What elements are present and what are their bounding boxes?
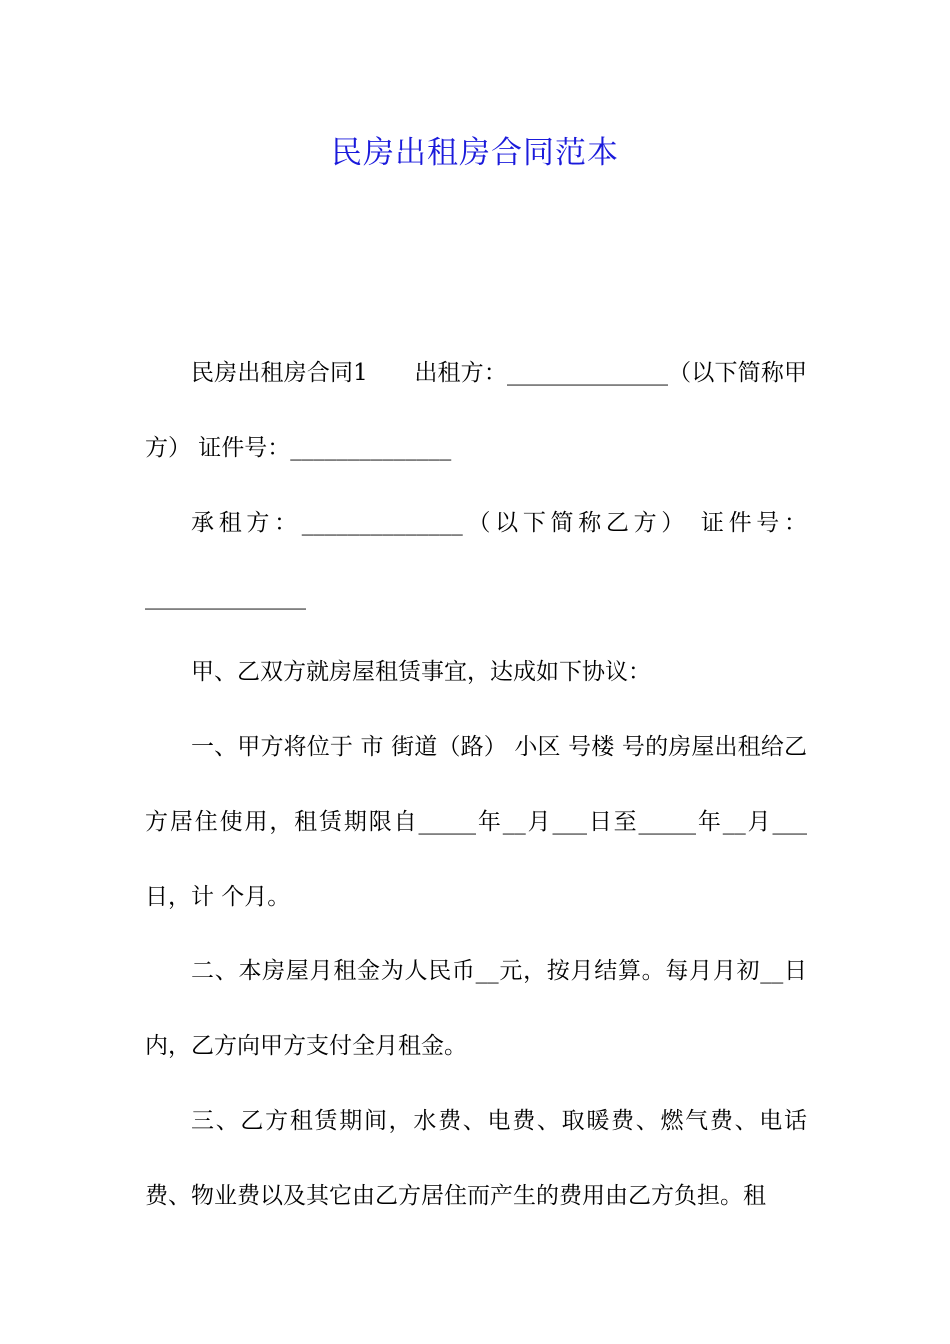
paragraph-agreement-intro: 甲、乙双方就房屋租赁事宜，达成如下协议：	[191, 659, 651, 686]
document-body	[145, 336, 807, 1234]
document-title: 民房出租房合同范本	[331, 135, 619, 171]
paragraph-clause-3: 三、乙方租赁期间，水费、电费、取暖费、燃气费、电话费、物业费以及其它由乙方居住而产生的费用由乙方负担。租	[145, 1107, 807, 1209]
paragraph-clause-2: 二、本房屋月租金为人民币__元，按月结算。每月月初__日内，乙方向甲方支付全月租金。	[145, 958, 807, 1060]
paragraph-parties-lessee: 承租方：______________（以下简称乙方） 证件号：______________	[145, 509, 807, 611]
paragraph-parties-lessor: 民房出租房合同1 出租方：______________（以下简称甲方） 证件号：______________	[145, 360, 807, 461]
paragraph-clause-1: 一、甲方将位于 市 街道（路） 小区 号楼 号的房屋出租给乙方居住使用，租赁期限自_____年__月___日至_____年__月___日，计 个月。	[145, 733, 807, 910]
